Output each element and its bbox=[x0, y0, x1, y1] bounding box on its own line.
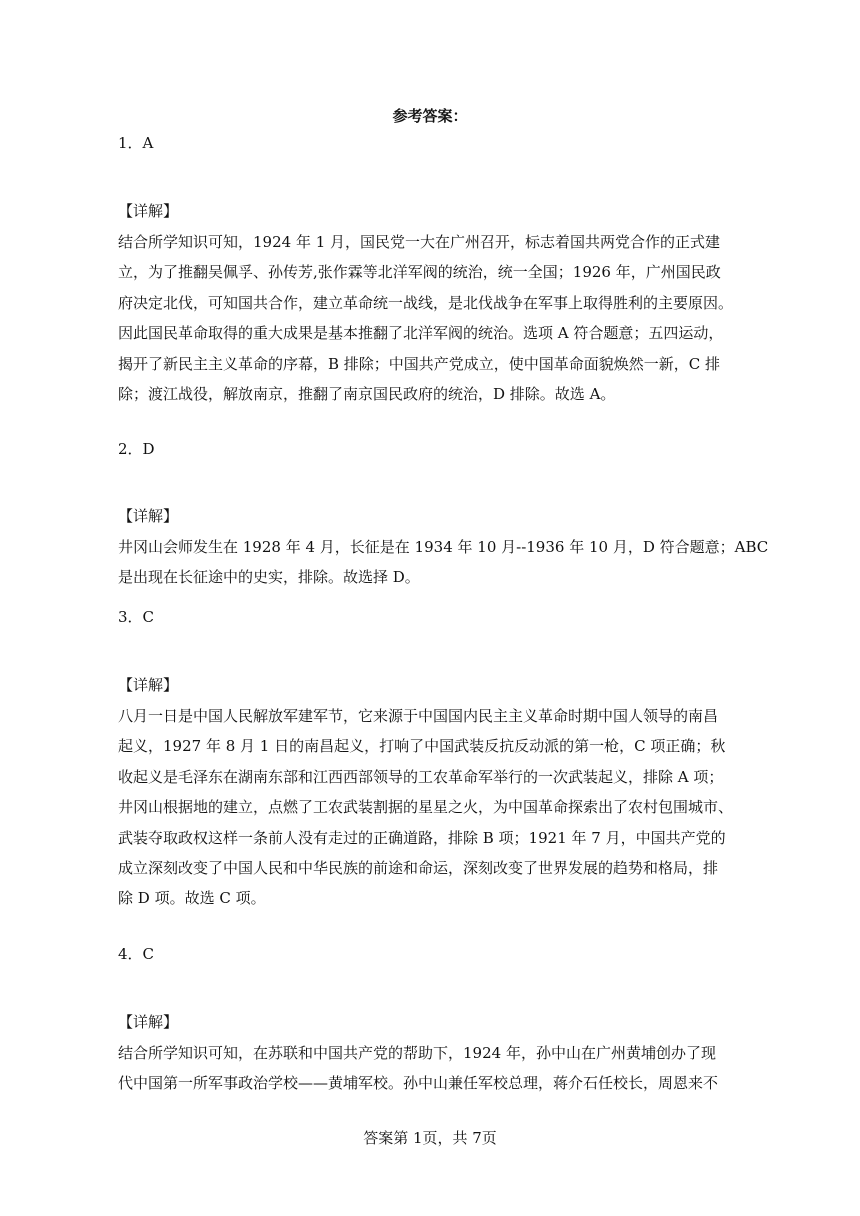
explanation-4 bbox=[118, 1038, 742, 1099]
explanation-line: 武装夺取政权这样一条前人没有走过的正确道路，排除 B 项；1921 年 7 月，中国共产党的 bbox=[118, 828, 726, 847]
explanation-line: 除 D 项。故选 C 项。 bbox=[118, 889, 266, 908]
explanation-line: 是出现在长征途中的史实，排除。故选择 D。 bbox=[118, 568, 420, 587]
explanation-line: 成立深刻改变了中国人民和中华民族的前途和命运，深刻改变了世界发展的趋势和格局，排 bbox=[118, 859, 719, 878]
explanation-line: 收起义是毛泽东在湖南东部和江西西部领导的工农革命军举行的一次武装起义，排除 A 项； bbox=[118, 767, 724, 786]
explanation-line: 起义，1927 年 8 月 1 日的南昌起义，打响了中国武装反抗反动派的第一枪，C 项正确；秋 bbox=[118, 737, 726, 756]
answer-4: 4．C bbox=[118, 945, 155, 963]
explanation-line: 因此国民革命取得的重大成果是基本推翻了北洋军阀的统治。选项 A 符合题意；五四运动， bbox=[118, 324, 724, 343]
explanation-line: 结合所学知识可知，1924 年 1 月，国民党一大在广州召开，标志着国共两党合作的正式建 bbox=[118, 233, 721, 251]
answer-3: 3．C bbox=[118, 608, 155, 626]
explanation-line: 井冈山根据地的建立，点燃了工农武装割据的星星之火，为中国革命探索出了农村包围城市、 bbox=[118, 798, 734, 817]
explanation-3 bbox=[118, 701, 742, 914]
detail-label-1: 【详解】 bbox=[118, 202, 179, 220]
detail-label-3: 【详解】 bbox=[118, 676, 179, 694]
explanation-line: 结合所学知识可知，在苏联和中国共产党的帮助下，1924 年，孙中山在广州黄埔创办了现 bbox=[118, 1044, 716, 1062]
explanation-line: 八月一日是中国人民解放军建军节，它来源于中国国内民主主义革命时期中国人领导的南昌 bbox=[118, 707, 719, 725]
page-title: 参考答案： bbox=[392, 107, 468, 125]
explanation-line: 揭开了新民主主义革命的序幕，B 排除；中国共产党成立，使中国革命面貌焕然一新，C 排 bbox=[118, 354, 721, 373]
explanation-line: 立，为了推翻吴佩孚、孙传芳,张作霖等北洋军阀的统治，统一全国；1926 年，广州国民政 bbox=[118, 263, 721, 282]
explanation-line: 除；渡江战役，解放南京，推翻了南京国民政府的统治，D 排除。故选 A。 bbox=[118, 385, 616, 404]
explanation-line: 代中国第一所军事政治学校——黄埔军校。孙中山兼任军校总理，蒋介石任校长，周恩来不 bbox=[118, 1074, 719, 1093]
explanation-2 bbox=[118, 532, 769, 593]
detail-label-2: 【详解】 bbox=[118, 507, 179, 525]
explanation-1 bbox=[118, 227, 742, 409]
detail-label-4: 【详解】 bbox=[118, 1013, 179, 1031]
explanation-line: 井冈山会师发生在 1928 年 4 月，长征是在 1934 年 10 月--1936 年 10 月，D 符合题意；ABC bbox=[118, 538, 769, 556]
explanation-line: 府决定北伐，可知国共合作，建立革命统一战线，是北伐战争在军事上取得胜利的主要原因。 bbox=[118, 293, 734, 312]
answer-1: 1．A bbox=[118, 134, 154, 152]
answer-2: 2．D bbox=[118, 440, 155, 458]
page-footer: 答案第 1页，共 7页 bbox=[363, 1129, 497, 1147]
